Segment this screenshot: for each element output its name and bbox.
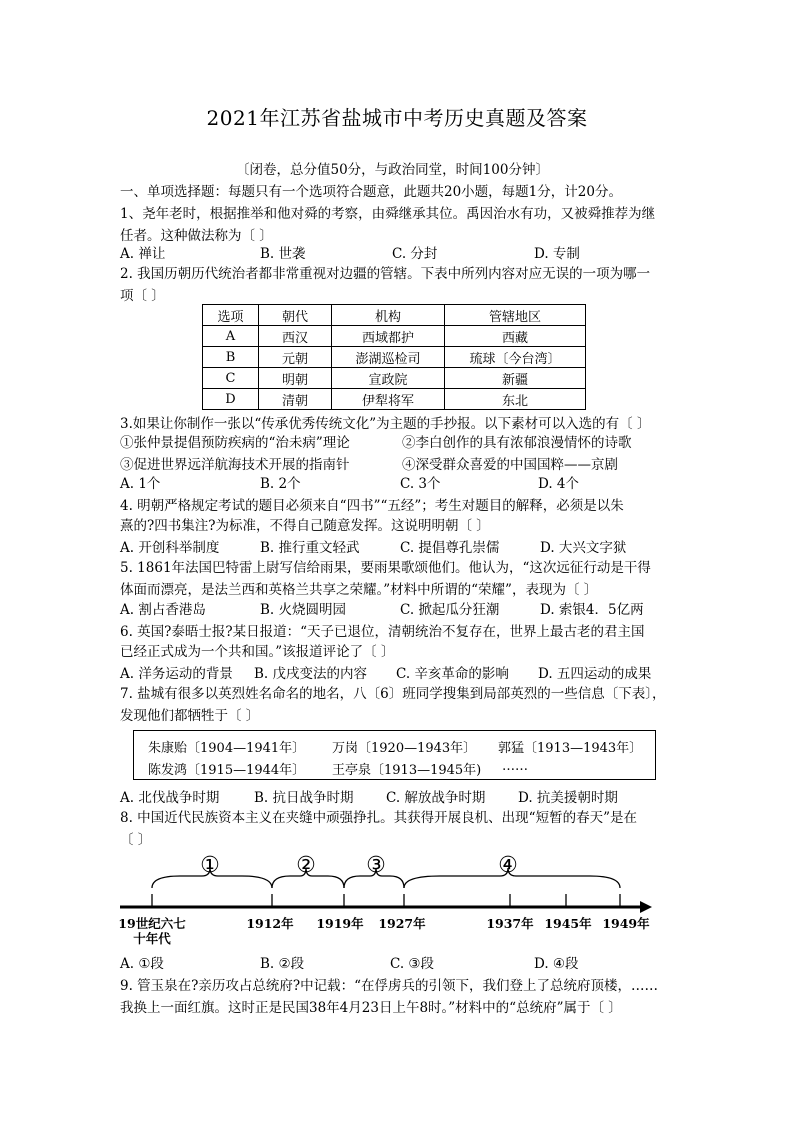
question-6-line-1: 6. 英国?泰晤士报?某日报道：“天子已退位，清朝统治不复存在，世界上最古老的君主国 [120,624,645,640]
question-3-items-row-2 [120,455,680,475]
table-cell: 明朝 [259,368,332,389]
question-2-line-2: 项〔 〕 [120,288,165,304]
option-d[interactable]: D. 大兴文字狱 [540,540,627,556]
option-c[interactable]: C. ③段 [390,956,435,972]
question-2-table [202,304,586,410]
option-a[interactable]: A. ①段 [120,956,164,972]
question-5-line-1: 5. 1861年法国巴特雷上尉写信给雨果，要雨果歌颂他们。他认为，“这次远征行动是干得 [120,560,651,576]
question-1-options [120,244,680,264]
segment-label: ③ [366,853,386,878]
table-cell: B [203,347,259,368]
question-7-line-1: 7. 盐城有很多以英烈姓名命名的地名，八〔6〕班同学搜集到局部英烈的一些信息〔下表〕， [120,686,666,702]
tick-label: 1919年 [316,916,364,931]
option-c[interactable]: C. 辛亥革命的影响 [396,666,509,682]
tick-label: 十年代 [133,931,171,946]
martyr-entry: 万岗〔1920—1943年〕 [332,741,477,756]
option-b[interactable]: B. 2个 [260,476,301,492]
table-row [203,389,586,410]
item-2: ②李白创作的具有浓郁浪漫情怀的诗歌 [402,435,632,451]
question-4-line-1: 4. 明朝严格规定考试的题目必须来自“四书”“五经”；考生对题目的解释，必须是以朱 [120,498,624,514]
question-6-options [120,664,680,684]
option-a[interactable]: A. 禅让 [120,246,166,262]
table-cell: 元朝 [259,347,332,368]
martyrs-info-box [133,730,656,780]
arrow-icon [640,901,652,913]
table-cell: C [203,368,259,389]
tick-label: 1937年 [486,916,534,931]
question-1-line-1: 1、尧年老时，根据推举和他对舜的考察，由舜继承其位。禹因治水有功，又被舜推荐为继 [120,206,656,222]
question-8-line-2: 〔 〕 [120,832,152,848]
exam-info: 〔闭卷，总分值50分，与政治同堂，时间100分钟〕 [236,162,549,178]
option-d[interactable]: D. 五四运动的成果 [538,666,652,682]
table-cell: 西汉 [259,326,332,347]
section-heading: 一、单项选择题：每题只有一个选项符合题意，此题共20小题，每题1分，计20分。 [120,184,622,200]
tick-label: 1945年 [544,916,592,931]
option-a[interactable]: A. 1个 [120,476,161,492]
question-8-line-1: 8. 中国近代民族资本主义在夹缝中顽强挣扎。其获得开展良机、出现“短暂的春天”是在 [120,810,637,826]
table-cell: A [203,326,259,347]
page-title: 2021年江苏省盐城市中考历史真题及答案 [206,106,588,130]
question-3-items-row-1 [120,433,680,453]
option-b[interactable]: B. ②段 [260,956,305,972]
ellipsis: …… [502,759,528,774]
table-cell: 新疆 [445,368,586,389]
table-cell: 西域都护 [332,326,445,347]
question-5-options [120,600,680,620]
table-row [203,347,586,368]
option-c[interactable]: C. 掀起瓜分狂潮 [400,602,500,618]
option-d[interactable]: D. ④段 [534,956,579,972]
martyr-entry: 陈发鸿〔1915—1944年〕 [148,763,306,778]
table-cell: 伊犁将军 [332,389,445,410]
segment-label: ④ [498,853,518,878]
option-d[interactable]: D. 抗美援朝时期 [518,790,618,806]
table-cell: D [203,389,259,410]
table-cell: 澎湖巡检司 [332,347,445,368]
question-3-line-1: 3.如果让你制作一张以“传承优秀传统文化”为主题的手抄报。以下素材可以入选的有〔 〕 [120,416,651,432]
option-c[interactable]: C. 分封 [392,246,438,262]
table-row [203,368,586,389]
question-2-line-1: 2. 我国历朝历代统治者都非常重视对边疆的管辖。下表中所列内容对应无误的一项为哪一 [120,266,651,282]
option-b[interactable]: B. 世袭 [260,246,306,262]
table-cell: 西藏 [445,326,586,347]
question-7-options [120,788,680,808]
question-9-line-1: 9. 管玉泉在?亲历攻占总统府?中记载：“在俘虏兵的引领下，我们登上了总统府顶楼，…… [120,978,659,994]
option-a[interactable]: A. 开创科举制度 [120,540,220,556]
segment-label: ② [296,853,316,878]
table-cell: 清朝 [259,389,332,410]
martyr-entry: 郭猛〔1913—1943年〕 [498,741,643,756]
table-cell: 东北 [445,389,586,410]
tick-label: 1949年 [602,916,650,931]
question-4-line-2: 熹的?四书集注?为标准，不得自己随意发挥。这说明明朝〔 〕 [120,518,490,534]
option-c[interactable]: C. 3个 [400,476,441,492]
option-a[interactable]: A. 洋务运动的背景 [120,666,233,682]
tick-label: 1912年 [246,916,294,931]
table-header-cell: 朝代 [259,305,332,326]
option-b[interactable]: B. 推行重文轻武 [260,540,360,556]
question-4-options [120,538,680,558]
martyr-entry: 朱康贻〔1904—1941年〕 [148,741,306,756]
table-header-row [203,305,586,326]
table-header-cell: 选项 [203,305,259,326]
table-header-cell: 管辖地区 [445,305,586,326]
option-a[interactable]: A. 割占香港岛 [120,602,206,618]
option-d[interactable]: D. 索银4．5亿两 [540,602,644,618]
segment-label: ① [200,853,220,878]
option-b[interactable]: B. 火烧圆明园 [260,602,347,618]
question-5-line-2: 体面而漂亮，是法兰西和英格兰共享之荣耀。”材料中所谓的“荣耀”，表现为〔 〕 [120,582,598,598]
option-b[interactable]: B. 戊戌变法的内容 [254,666,368,682]
question-8-options [120,954,680,974]
table-header-cell: 机构 [332,305,445,326]
option-c[interactable]: C. 解放战争时期 [386,790,486,806]
question-7-line-2: 发现他们都牺牲于〔 〕 [120,708,260,724]
question-3-options [120,474,680,494]
martyr-entry: 王亭泉〔1913—1945年) [332,763,482,778]
item-4: ④深受群众喜爱的中国国粹——京剧 [402,457,618,473]
question-1-line-2: 任者。这种做法称为〔 〕 [120,228,273,244]
tick-label: 19世纪六七 [118,916,186,931]
item-1: ①张仲景提倡预防疾病的“治未病”理论 [120,435,350,451]
table-cell: 宣政院 [332,368,445,389]
timeline-diagram [110,850,660,950]
question-9-line-2: 我换上一面红旗。这时正是民国38年4月23日上午8时。”材料中的“总统府”属于〔 〕 [120,1000,622,1016]
option-b[interactable]: B. 抗日战争时期 [254,790,354,806]
option-d[interactable]: D. 4个 [538,476,580,492]
tick-label: 1927年 [378,916,426,931]
option-c[interactable]: C. 提倡尊孔崇儒 [400,540,500,556]
option-a[interactable]: A. 北伐战争时期 [120,790,220,806]
table-cell: 琉球〔今台湾〕 [445,347,586,368]
question-6-line-2: 已经正式成为一个共和国。”该报道评论了〔 〕 [120,644,395,660]
item-3: ③促进世界远洋航海技术开展的指南针 [120,457,350,473]
option-d[interactable]: D. 专制 [534,246,580,262]
table-row [203,326,586,347]
